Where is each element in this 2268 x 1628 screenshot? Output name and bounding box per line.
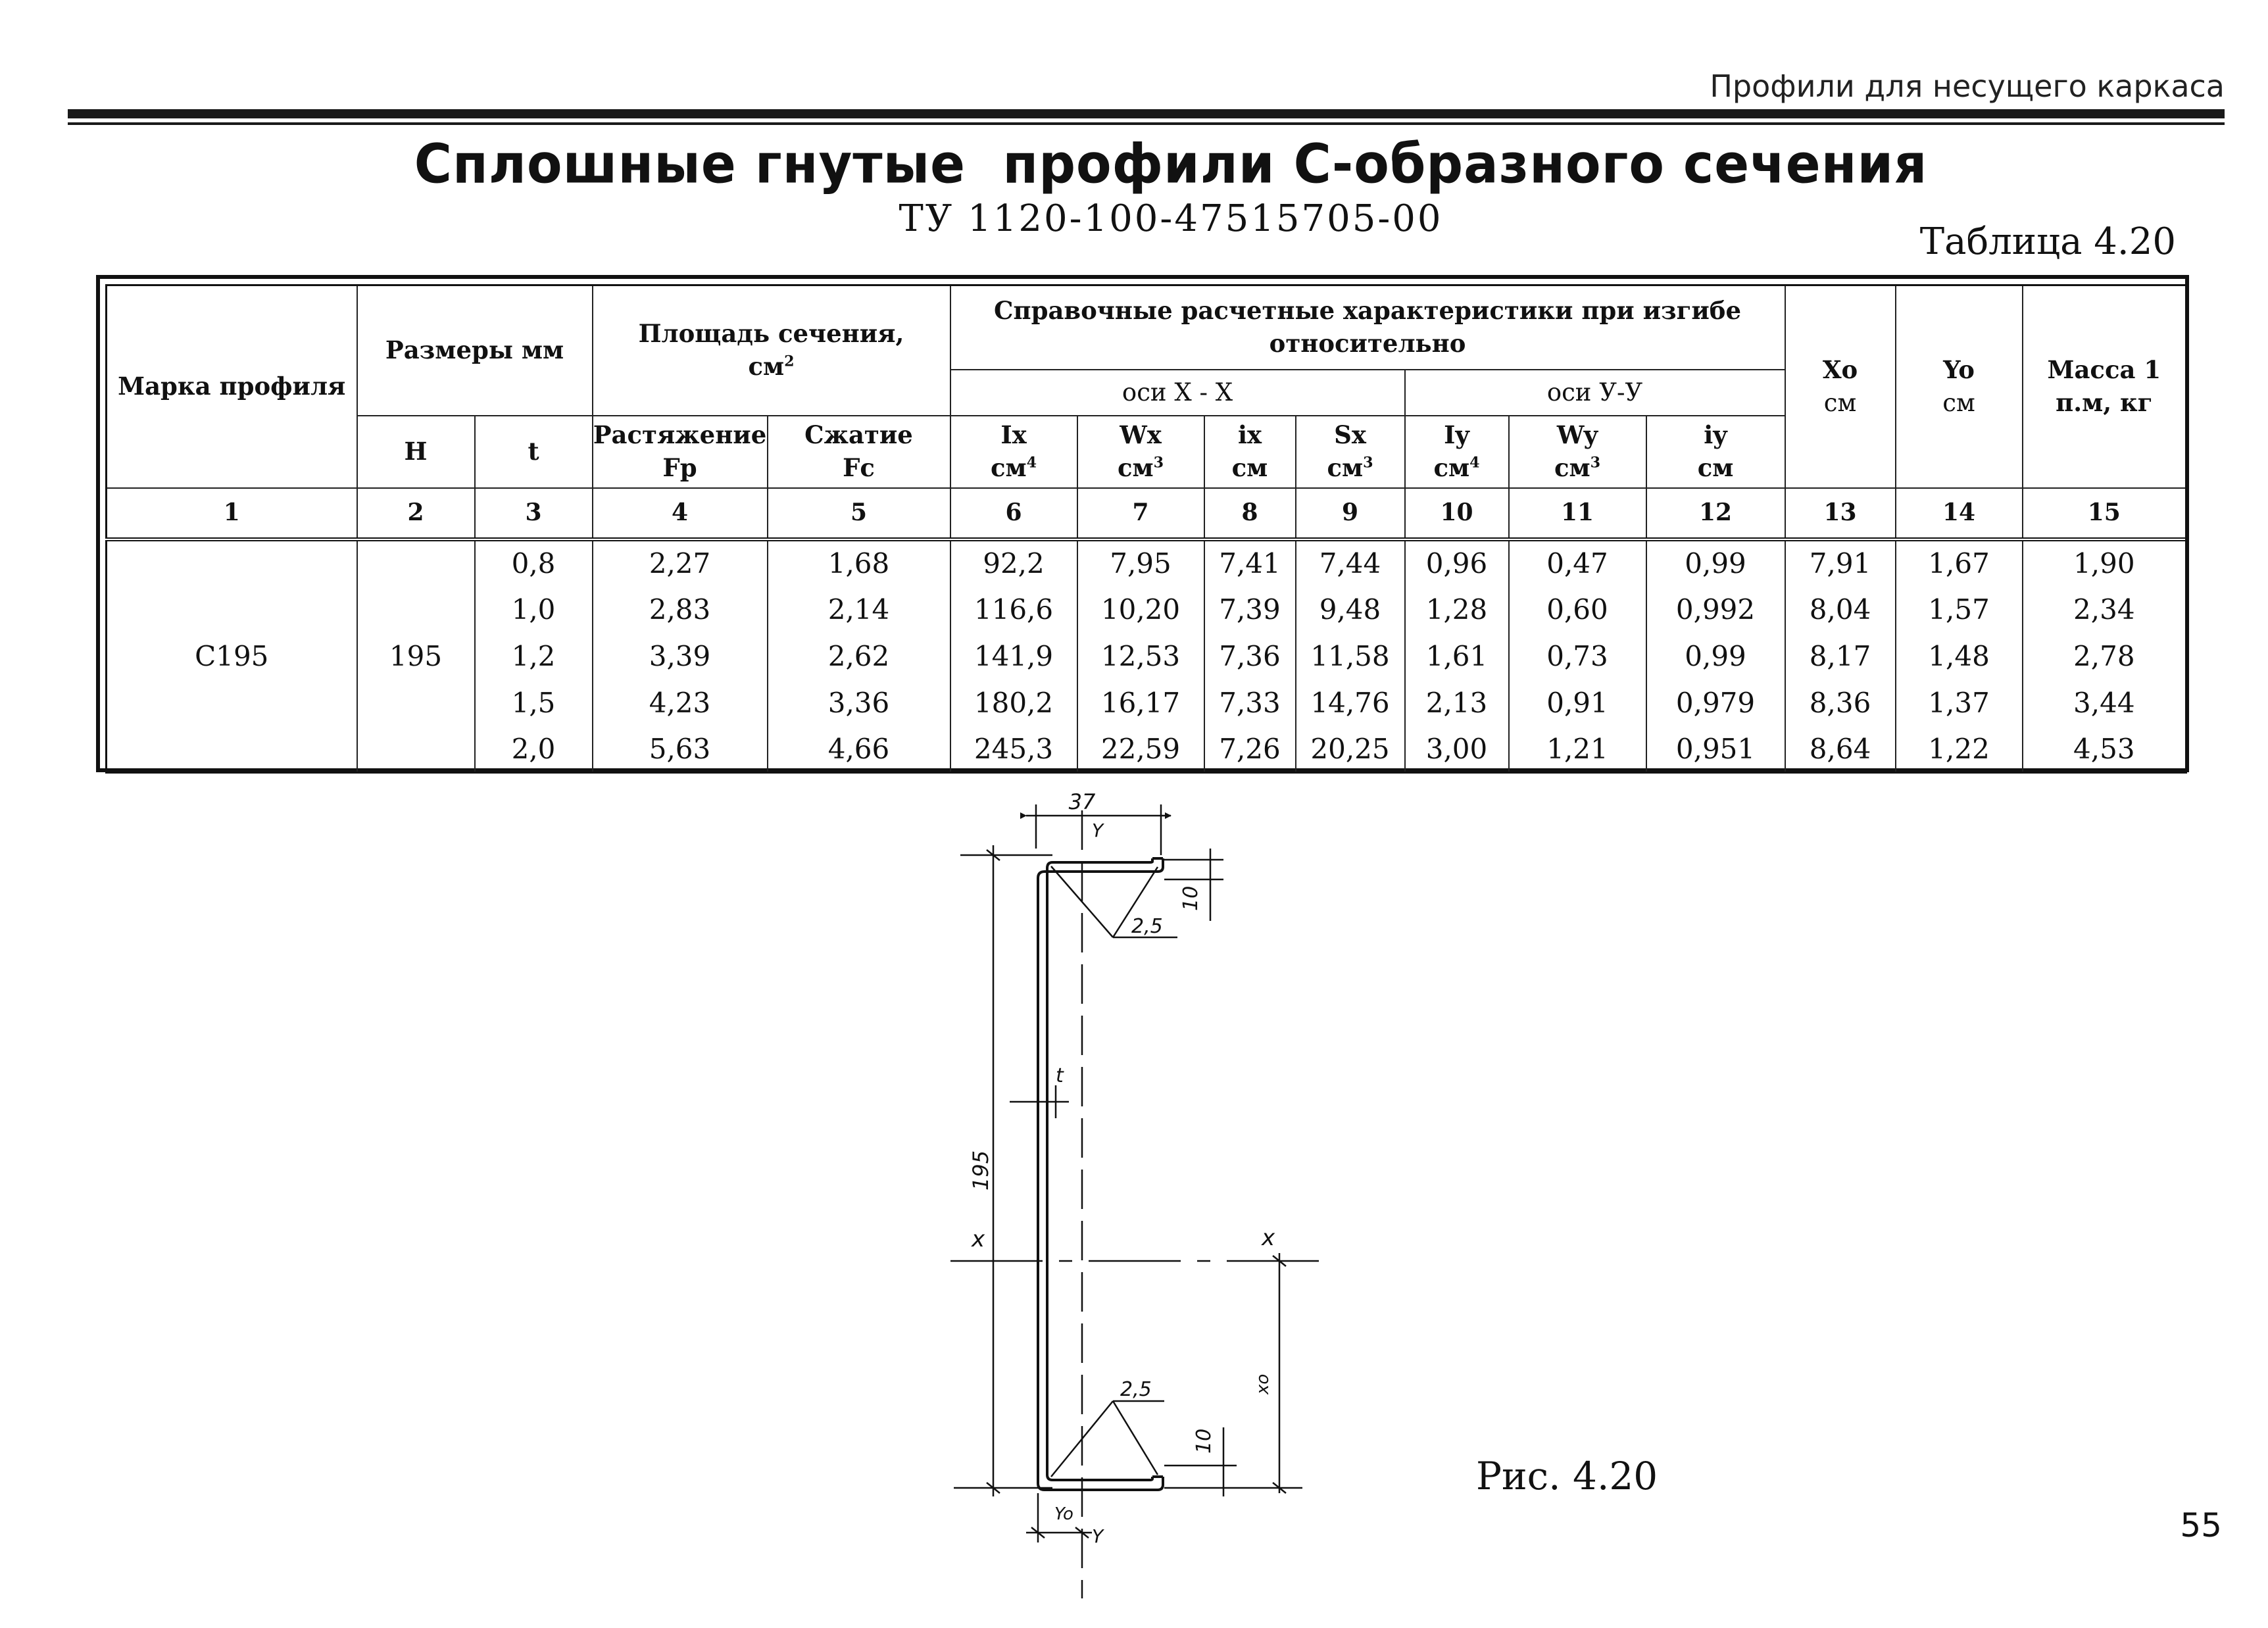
page-title: Сплошные гнутые профили С-образного сечения: [414, 133, 1928, 196]
col-profile: Марка профиля: [107, 285, 357, 488]
y-axis-label-bottom: Y: [1092, 1525, 1104, 1547]
table-label: Таблица 4.20: [1919, 220, 2176, 263]
figure-caption: Рис. 4.20: [1476, 1454, 1658, 1498]
t-label: t: [1056, 1064, 1064, 1087]
x-label-left: x: [972, 1226, 985, 1252]
dim-width-label: 37: [1068, 789, 1096, 814]
height-cell: 195: [357, 539, 475, 773]
col-mass: Масса 1 п.м, кг: [2023, 285, 2186, 488]
profile-cell: С195: [107, 539, 357, 773]
radius-label-top: 2,5: [1131, 915, 1163, 938]
sub-iy: iy см: [1646, 416, 1785, 488]
page-subtitle: ТУ 1120-100-47515705-00: [899, 197, 1443, 240]
col-x0: Хо см: [1785, 285, 1896, 488]
col-area: Площадь сечения, $см^2$: [593, 285, 950, 416]
lip-label-top: 10: [1179, 885, 1202, 911]
sub-Iy: Iy $см^4$: [1405, 416, 1509, 488]
table-row: 1,0 2,83 2,14 116,6 10,20 7,39 9,48 1,28 0,60 0,992 8,04 1,57 2,34: [107, 586, 2186, 633]
page-number: 55: [2180, 1506, 2222, 1544]
col-y0: Yo см: [1896, 285, 2023, 488]
table-row: 2,0 5,63 4,66 245,3 22,59 7,26 20,25 3,00 1,21 0,951 8,64 1,22 4,53: [107, 726, 2186, 773]
radius-label-bottom: 2,5: [1120, 1378, 1152, 1401]
sub-Wy: Wy $см^3$: [1509, 416, 1646, 488]
axis-y-header: оси У-У: [1405, 370, 1785, 416]
sub-tension: Растяжение Fp: [593, 416, 768, 488]
table-row: 1,2 3,39 2,62 141,9 12,53 7,36 11,58 1,61 0,73 0,99 8,17 1,48 2,78: [107, 633, 2186, 679]
section-header: Профили для несущего каркаса: [1710, 68, 2225, 104]
sub-Ix: Ix $см^4$: [950, 416, 1077, 488]
table-row: С195 195 0,8 2,27 1,68 92,2 7,95 7,41 7,44 0,96 0,47 0,99 7,91 1,67 1,90: [107, 539, 2186, 586]
sub-Sx: Sx $см^3$: [1296, 416, 1405, 488]
col-dims: Размеры мм: [357, 285, 593, 416]
x-label-right: x: [1262, 1225, 1275, 1251]
y-axis-label-top: Y: [1092, 820, 1104, 841]
table-row: 1,5 4,23 3,36 180,2 16,17 7,33 14,76 2,13 0,91 0,979 8,36 1,37 3,44: [107, 679, 2186, 726]
sub-t: t: [475, 416, 593, 488]
sub-H: Н: [357, 416, 475, 488]
sub-compress: Сжатие Fc: [768, 416, 950, 488]
x0-label: xo: [1253, 1373, 1273, 1394]
axis-x-header: оси Х - Х: [950, 370, 1405, 416]
col-reference: Справочные расчетные характеристики при изгибе относительно: [950, 285, 1785, 370]
sub-ix: ix см: [1204, 416, 1296, 488]
column-number-row: 1 2 3 4 5 6 7 8 9 10 11 12 13 14 15: [107, 488, 2186, 539]
height-label: 195: [968, 1150, 993, 1191]
sub-Wx: Wx $см^3$: [1077, 416, 1204, 488]
y0-label: Yo: [1054, 1504, 1073, 1524]
lip-label-bottom: 10: [1193, 1428, 1216, 1454]
